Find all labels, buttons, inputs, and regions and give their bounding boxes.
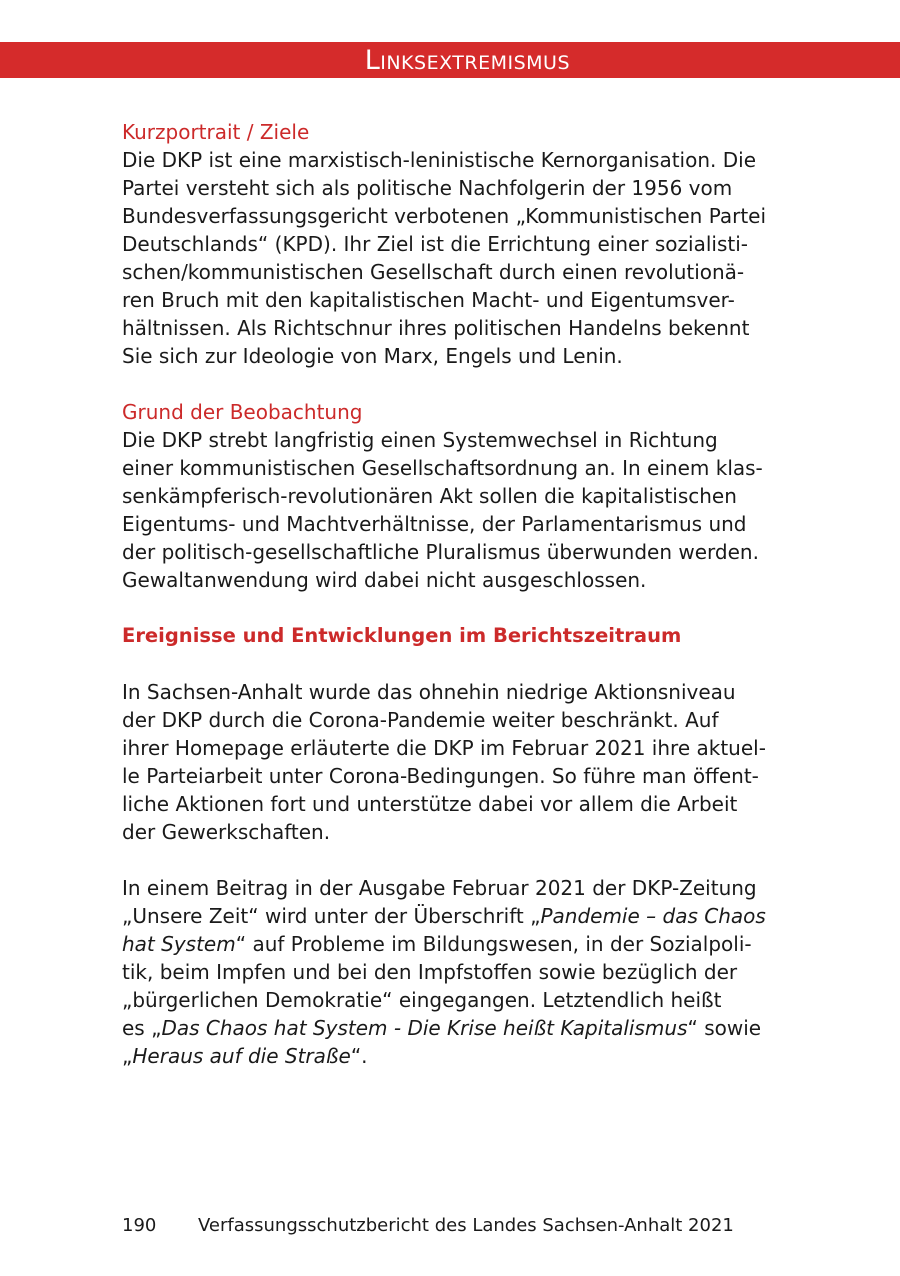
text-line: [122, 902, 802, 930]
text-line: Eigentums- und Machtverhältnisse, der Parlamentarismus und: [122, 512, 747, 536]
publication-title: Verfassungsschutzbericht des Landes Sachsen-Anhalt 2021: [198, 1215, 734, 1236]
text-line: der politisch-gesellschaftliche Pluralismus überwunden werden.: [122, 540, 759, 564]
section-heading-kurzportrait: Kurzportrait / Ziele: [122, 120, 310, 144]
text-line: Bundesverfassungsgericht verbotenen „Kommunistischen Partei: [122, 204, 767, 228]
paragraph-ereignisse-1: [122, 678, 802, 846]
main-content: [122, 118, 802, 1070]
text-line: In einem Beitrag in der Ausgabe Februar 2021 der DKP-Zeitung: [122, 876, 757, 900]
text-run: “ sowie: [687, 1016, 762, 1040]
text-line: Partei versteht sich als politische Nachfolgerin der 1956 vom: [122, 176, 733, 200]
text-line: In Sachsen-Anhalt wurde das ohnehin niedrige Aktionsniveau: [122, 680, 736, 704]
text-line: Gewaltanwendung wird dabei nicht ausgeschlossen.: [122, 568, 647, 592]
text-line: [122, 1042, 802, 1070]
chapter-header-band: [0, 42, 900, 78]
text-line: „bürgerlichen Demokratie“ eingegangen. Letztendlich heißt: [122, 988, 722, 1012]
text-line: ren Bruch mit den kapitalistischen Macht- und Eigentumsver-: [122, 288, 735, 312]
text-run: “ auf Probleme im Bildungswesen, in der Sozialpoli-: [235, 932, 752, 956]
text-line: Die DKP strebt langfristig einen Systemwechsel in Richtung: [122, 428, 718, 452]
quote-italic: Heraus auf die Straße: [132, 1044, 351, 1068]
text-run: „: [122, 1044, 133, 1068]
paragraph-ereignisse-2: [122, 874, 802, 1070]
chapter-title: Linksextremismus: [364, 45, 570, 76]
paragraph-kurzportrait: [122, 146, 802, 370]
page-number: 190: [122, 1215, 157, 1236]
text-run: „Unsere Zeit“ wird unter der Überschrift „: [122, 904, 541, 928]
text-line: Die DKP ist eine marxistisch-leninistische Kernorganisation. Die: [122, 148, 756, 172]
paragraph-grund: [122, 426, 802, 594]
text-line: senkämpferisch-revolutionären Akt sollen die kapitalistischen: [122, 484, 737, 508]
text-line: liche Aktionen fort und unterstütze dabei vor allem die Arbeit: [122, 792, 738, 816]
text-line: Sie sich zur Ideologie von Marx, Engels und Lenin.: [122, 344, 623, 368]
text-line: tik, beim Impfen und bei den Impfstoffen sowie bezüglich der: [122, 960, 738, 984]
section-heading-ereignisse: Ereignisse und Entwicklungen im Berichtszeitraum: [122, 624, 682, 647]
text-line: [122, 930, 802, 958]
text-run: es „: [122, 1016, 162, 1040]
text-line: schen/kommunistischen Gesellschaft durch einen revolutionä-: [122, 260, 745, 284]
text-line: ihrer Homepage erläuterte die DKP im Februar 2021 ihre aktuel-: [122, 736, 766, 760]
quote-italic: hat System: [122, 932, 236, 956]
page-footer: [122, 1213, 734, 1239]
text-line: [122, 1014, 802, 1042]
text-run: “.: [350, 1044, 368, 1068]
section-heading-grund: Grund der Beobachtung: [122, 400, 363, 424]
text-line: der DKP durch die Corona-Pandemie weiter beschränkt. Auf: [122, 708, 719, 732]
text-line: einer kommunistischen Gesellschaftsordnung an. In einem klas-: [122, 456, 763, 480]
text-line: Deutschlands“ (KPD). Ihr Ziel ist die Errichtung einer sozialisti-: [122, 232, 748, 256]
quote-italic: Das Chaos hat System - Die Krise heißt Kapitalismus: [161, 1016, 688, 1040]
text-line: der Gewerkschaften.: [122, 820, 331, 844]
text-line: hältnissen. Als Richtschnur ihres politischen Handelns bekennt: [122, 316, 750, 340]
quote-italic: Pandemie – das Chaos: [540, 904, 766, 928]
text-line: le Parteiarbeit unter Corona-Bedingungen. So führe man öffent-: [122, 764, 759, 788]
